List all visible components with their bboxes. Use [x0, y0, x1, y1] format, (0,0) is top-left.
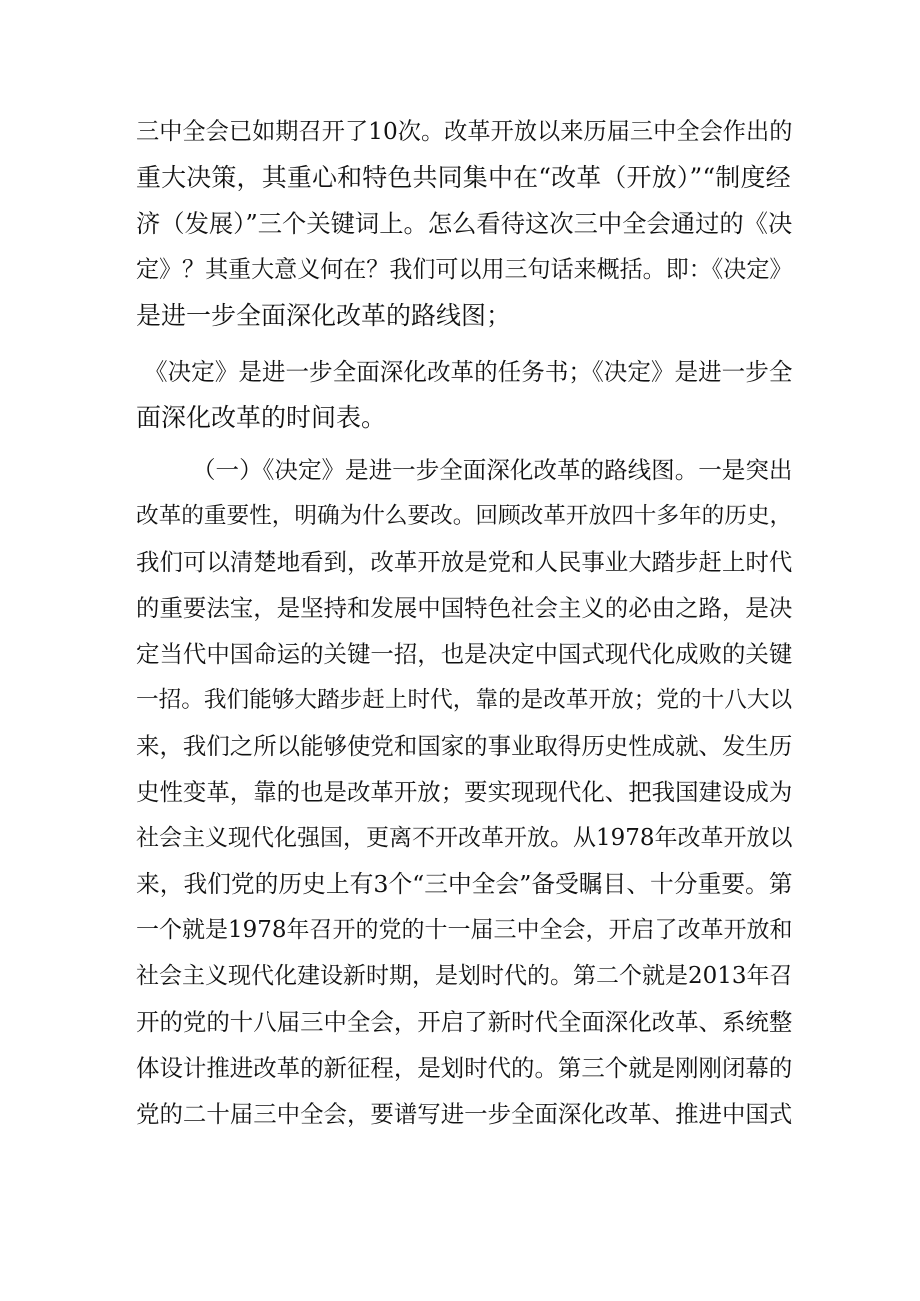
text-line-content: 社会主义现代化建设新时期，是划时代的。第二个就是2013年召 [136, 963, 793, 989]
text-line [136, 403, 796, 433]
text-line-content: 定》？其重大意义何在？我们可以用三句话来概括。即：《决定》 [136, 257, 793, 283]
text-line-content: 党的二十届三中全会，要谱写进一步全面深化改革、推进中国式 [136, 1100, 793, 1128]
text-line-content: 的重要法宝，是坚持和发展中国特色社会主义的必由之路，是决 [136, 594, 793, 622]
text-line [136, 639, 796, 669]
text-line-content: （一）《决定》是进一步全面深化改革的路线图。一是突出 [192, 456, 793, 484]
text-line-content: 济（发展）”三个关键词上。怎么看待这次三中全会通过的《决 [136, 209, 793, 238]
text-line [136, 117, 796, 147]
text-line [136, 777, 796, 807]
text-line [136, 1053, 796, 1083]
text-line-content: 是进一步全面深化改革的路线图； [136, 301, 512, 330]
text-line [136, 823, 796, 853]
paragraph-heading-line [192, 455, 796, 485]
text-line [136, 163, 796, 193]
text-line-content: 一个就是1978年召开的党的十一届三中全会，开启了改革开放和 [136, 917, 793, 943]
text-line [136, 869, 796, 899]
text-line-content: 改革的重要性，明确为什么要改。回顾改革开放四十多年的历史， [136, 503, 793, 529]
text-line-content: 史性变革，靠的也是改革开放；要实现现代化、把我国建设成为 [136, 778, 793, 806]
text-line-content: 定当代中国命运的关键一招，也是决定中国式现代化成败的关键 [136, 640, 793, 668]
text-line-content: 三中全会已如期召开了10次。改革开放以来历届三中全会作出的 [136, 118, 793, 145]
text-line [136, 1007, 796, 1037]
text-line [136, 501, 796, 531]
text-line [136, 301, 796, 331]
text-line-content: 我们可以清楚地看到，改革开放是党和人民事业大踏步赶上时代 [136, 548, 793, 576]
text-line [136, 915, 796, 945]
text-line [144, 357, 796, 387]
text-line-content: 来，我们党的历史上有3个“三中全会”备受瞩目、十分重要。第 [136, 870, 793, 898]
text-line [136, 731, 796, 761]
text-line [136, 685, 796, 715]
text-line [136, 255, 796, 285]
text-line-content: 体设计推进改革的新征程，是划时代的。第三个就是刚刚闭幕的 [136, 1054, 793, 1082]
text-line-content: 开的党的十八届三中全会，开启了新时代全面深化改革、系统整 [136, 1008, 793, 1036]
text-line [136, 593, 796, 623]
text-line [136, 961, 796, 991]
text-line [136, 1099, 796, 1129]
text-line-content: 《决定》是进一步全面深化改革的任务书；《决定》是进一步全 [144, 358, 793, 386]
text-line [136, 547, 796, 577]
text-line-content: 一招。我们能够大踏步赶上时代，靠的是改革开放；党的十八大以 [136, 687, 793, 713]
text-line-content: 重大决策，其重心和特色共同集中在“改革（开放）”“制度经 [136, 163, 791, 192]
text-line-content: 社会主义现代化强国，更离不开改革开放。从1978年改革开放以 [136, 825, 793, 851]
text-line-content: 来，我们之所以能够使党和国家的事业取得历史性成就、发生历 [136, 732, 793, 760]
text-line [136, 209, 796, 239]
text-line-content: 面深化改革的时间表。 [136, 403, 387, 432]
